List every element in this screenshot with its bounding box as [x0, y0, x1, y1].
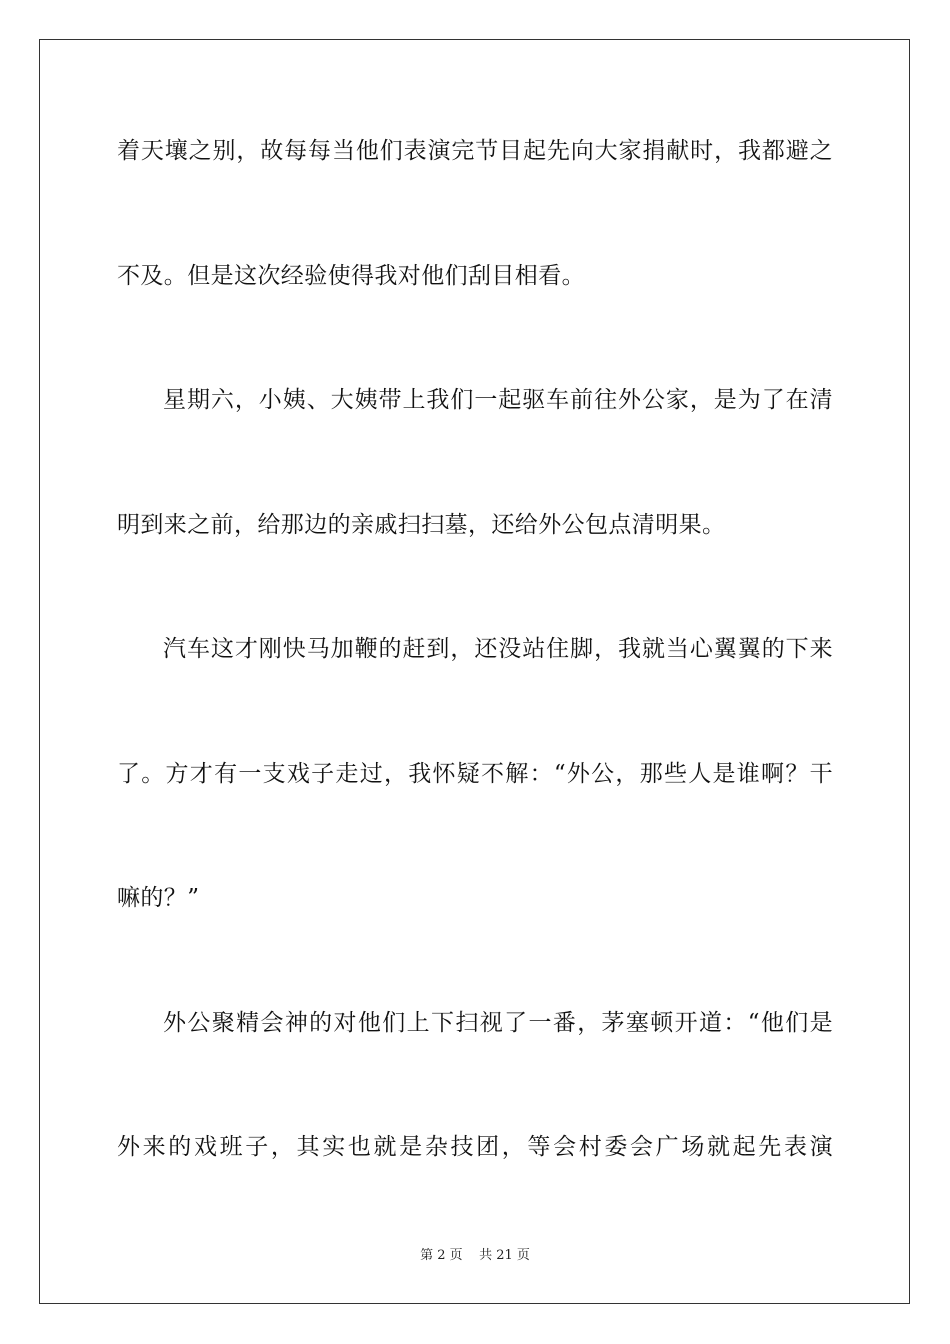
text-line: 汽车这才刚快马加鞭的赶到，还没站住脚，我就当心翼翼的下来 [163, 636, 833, 662]
text-line: 星期六，小姨、大姨带上我们一起驱车前往外公家，是为了在清 [163, 387, 833, 413]
text-line: 明到来之前，给那边的亲戚扫扫墓，还给外公包点清明果。 [117, 512, 726, 538]
text-line: 着天壤之别，故每每当他们表演完节目起先向大家捐献时，我都避之 [117, 138, 833, 164]
text-line: 嘛的？” [117, 885, 200, 911]
page-number-footer: 第 2 页 共 21 页 [420, 1248, 530, 1263]
text-line: 外公聚精会神的对他们上下扫视了一番，茅塞顿开道：“他们是 [163, 1010, 833, 1036]
text-line: 外来的戏班子，其实也就是杂技团，等会村委会广场就起先表演 [117, 1134, 833, 1160]
text-line: 不及。但是这次经验使得我对他们刮目相看。 [117, 263, 585, 289]
page-border [39, 39, 910, 1304]
text-line: 了。方才有一支戏子走过，我怀疑不解：“外公，那些人是谁啊？干 [117, 761, 833, 787]
